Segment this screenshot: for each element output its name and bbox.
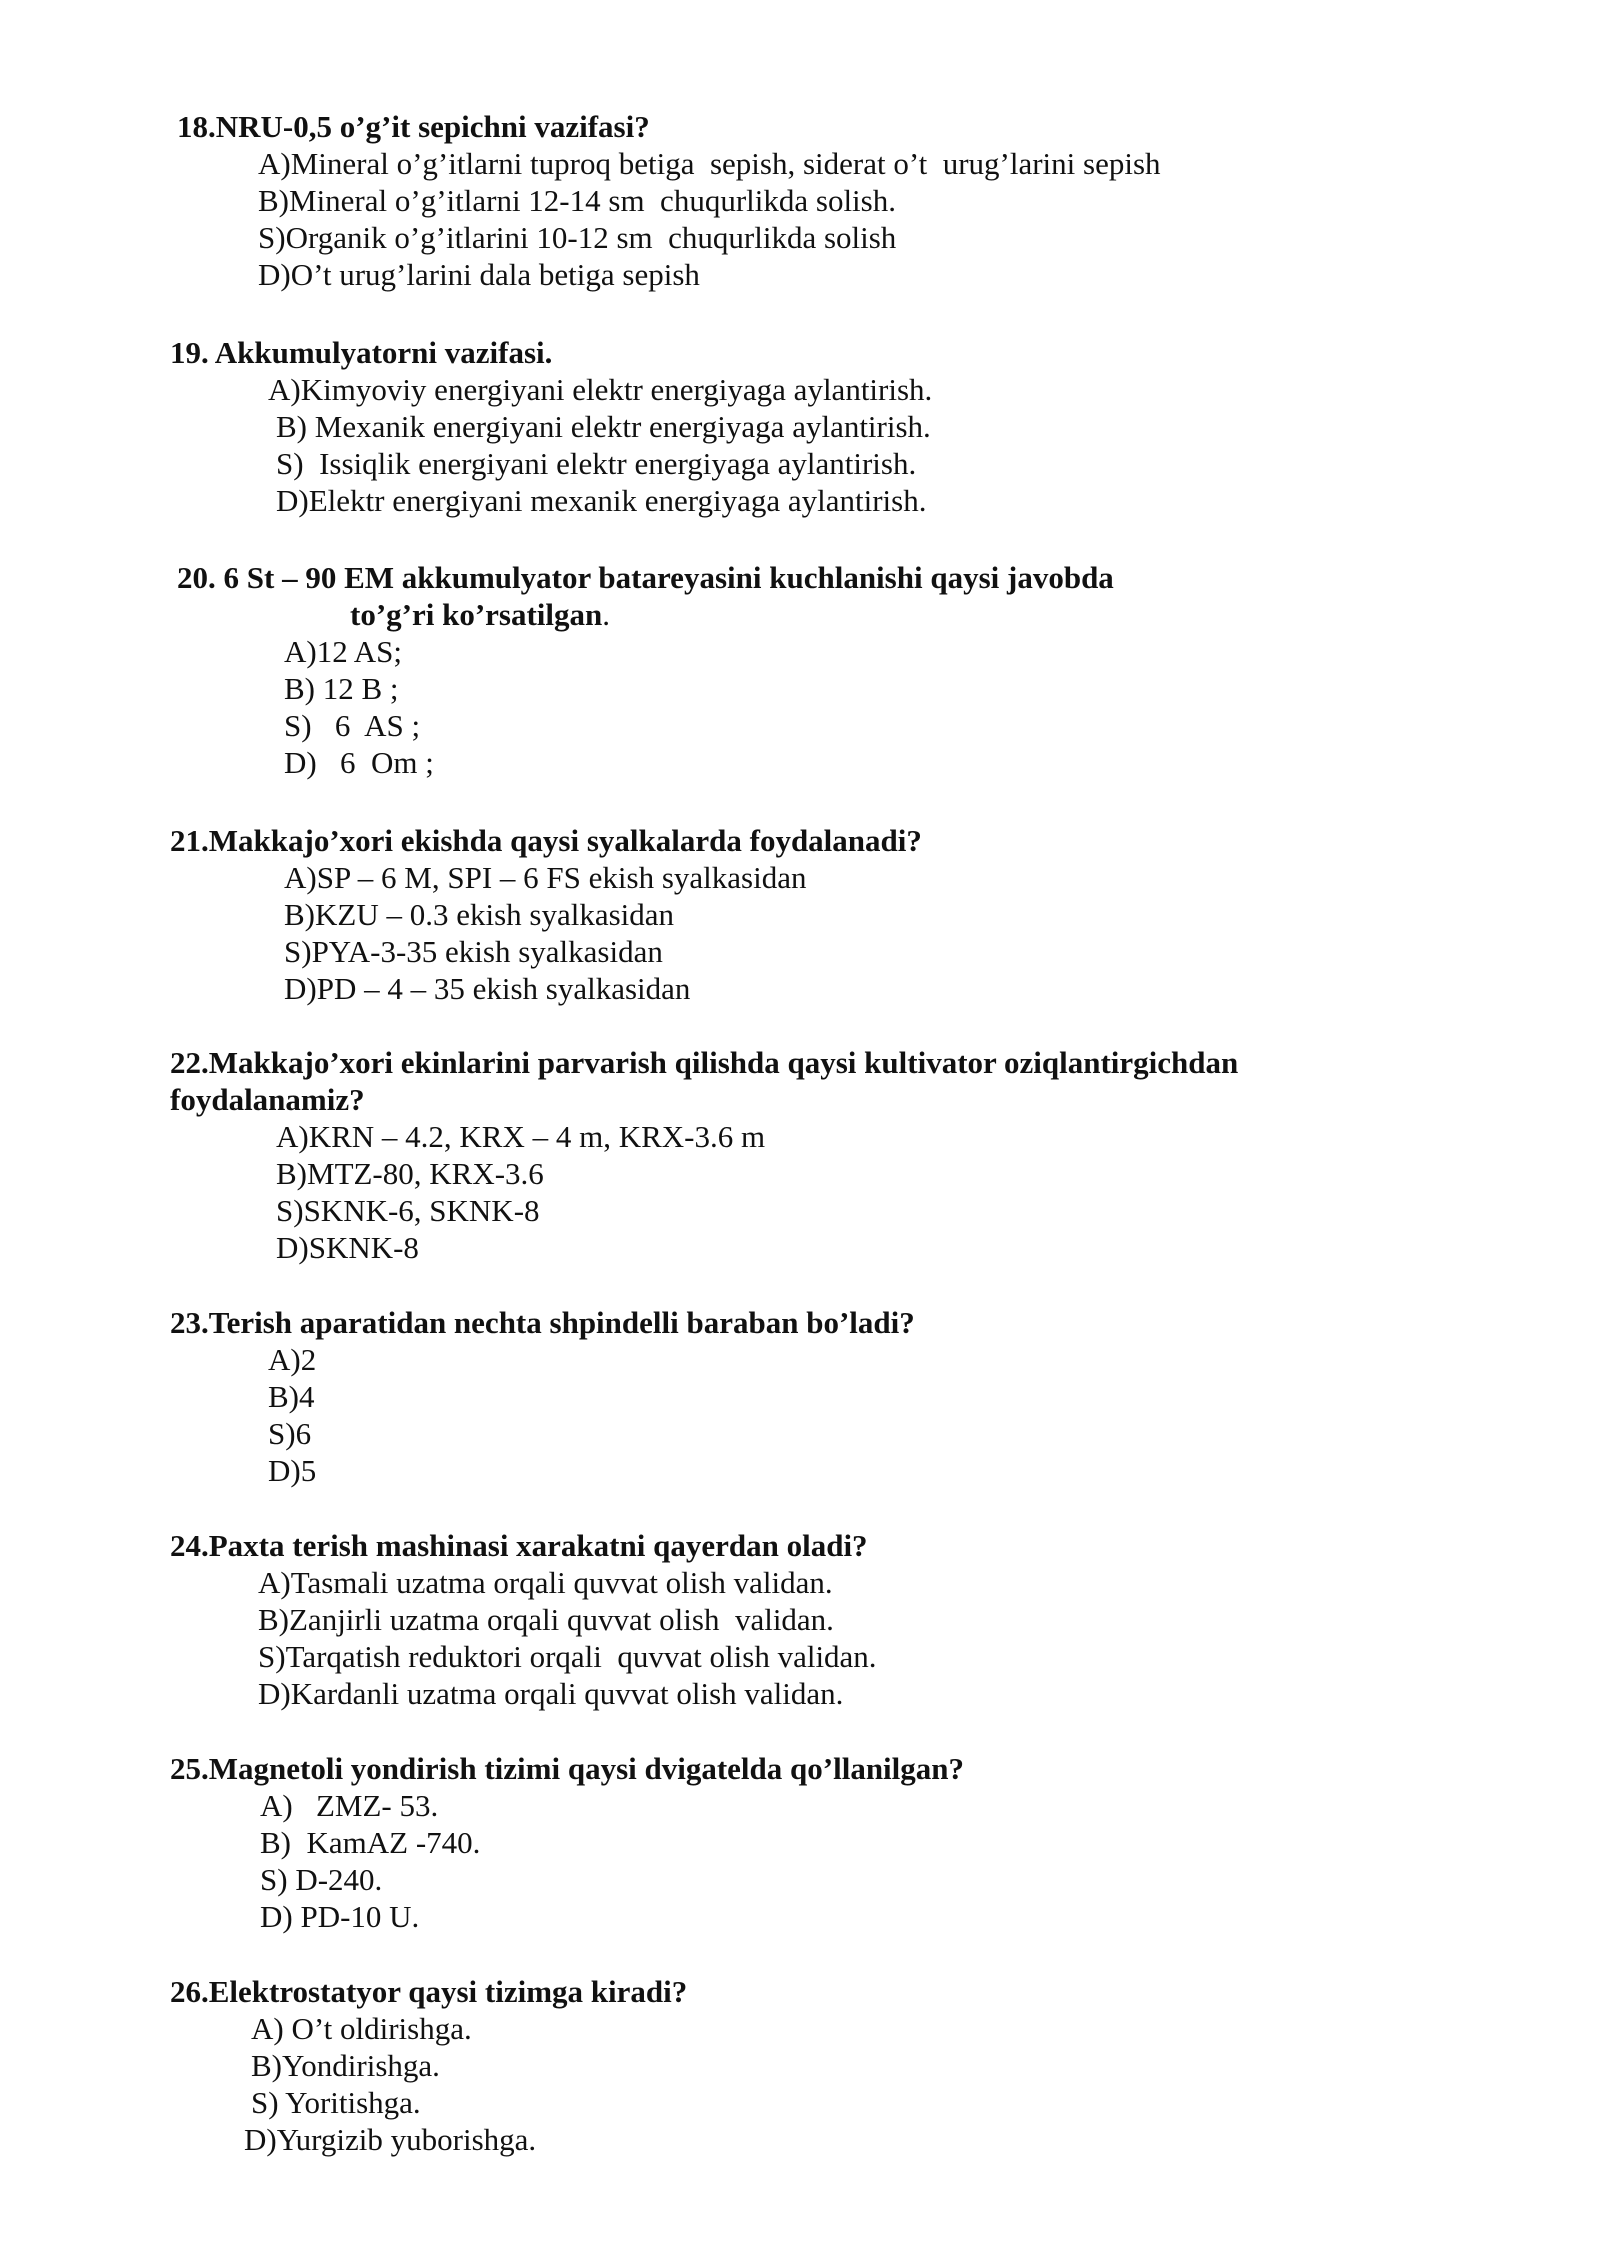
question-title-cont-tail: . [602, 597, 611, 632]
question-title-continued [350, 596, 610, 633]
option-b: B)Mineral o’g’itlarni 12-14 sm chuqurlikda solish. [258, 183, 896, 218]
option-a: A)Kimyoviy energiyani elektr energiyaga aylantirish. [268, 372, 933, 407]
option-a: A)2 [268, 1342, 317, 1377]
option-d: D) 6 Om ; [284, 745, 434, 780]
option-a: A) ZMZ- 53. [260, 1788, 439, 1823]
question-title: 18.NRU-0,5 o’g’it sepichni vazifasi? [177, 109, 650, 144]
option-s: S)Organik o’g’itlarini 10-12 sm chuqurlikda solish [258, 220, 897, 255]
question-title: 19. Akkumulyatorni vazifasi. [170, 335, 553, 370]
question-title-cont-text: to’g’ri ko’rsatilgan [350, 597, 603, 632]
option-d: D)O’t urug’larini dala betiga sepish [258, 257, 700, 292]
option-b: B)MTZ-80, KRX-3.6 [276, 1156, 544, 1191]
option-a: A)12 AS; [284, 634, 402, 669]
option-s: S) D-240. [260, 1862, 383, 1897]
option-b: B)KZU – 0.3 ekish syalkasidan [284, 897, 675, 932]
option-s: S)PYA-3-35 ekish syalkasidan [284, 934, 663, 969]
option-b: B) Mexanik energiyani elektr energiyaga aylantirish. [276, 409, 931, 444]
option-s: S) Issiqlik energiyani elektr energiyaga aylantirish. [276, 446, 917, 481]
question-title: 24.Paxta terish mashinasi xarakatni qayerdan oladi? [170, 1528, 868, 1563]
question-title: 22.Makkajo’xori ekinlarini parvarish qilishda qaysi kultivator oziqlantirgichdan [170, 1045, 1239, 1080]
option-a: A)Mineral o’g’itlarni tuproq betiga sepish, siderat o’t urug’larini sepish [258, 146, 1161, 181]
option-b: B) KamAZ -740. [260, 1825, 481, 1860]
option-a: A) O’t oldirishga. [251, 2011, 472, 2046]
option-b: B) 12 B ; [284, 671, 399, 706]
option-d: D)Kardanli uzatma orqali quvvat olish validan. [258, 1676, 844, 1711]
option-s: S)Tarqatish reduktori orqali quvvat olish validan. [258, 1639, 877, 1674]
option-s: S) 6 AS ; [284, 708, 421, 743]
option-d: D) PD-10 U. [260, 1899, 420, 1934]
option-d: D)5 [268, 1453, 317, 1488]
question-title: 23.Terish aparatidan nechta shpindelli baraban bo’ladi? [170, 1305, 915, 1340]
question-title: 25.Magnetoli yondirish tizimi qaysi dvigatelda qo’llanilgan? [170, 1751, 965, 1786]
question-title: 21.Makkajo’xori ekishda qaysi syalkalarda foydalanadi? [170, 823, 922, 858]
option-s: S)6 [268, 1416, 312, 1451]
option-d: D)Elektr energiyani mexanik energiyaga aylantirish. [276, 483, 927, 518]
option-a: A)SP – 6 M, SPI – 6 FS ekish syalkasidan [284, 860, 807, 895]
option-s: S)SKNK-6, SKNK-8 [276, 1193, 540, 1228]
option-a: A)KRN – 4.2, KRX – 4 m, KRX-3.6 m [276, 1119, 766, 1154]
question-title: 20. 6 St – 90 EM akkumulyator batareyasini kuchlanishi qaysi javobda [177, 560, 1114, 595]
option-s: S) Yoritishga. [251, 2085, 421, 2120]
option-b: B)4 [268, 1379, 315, 1414]
question-title-continued: foydalanamiz? [170, 1082, 365, 1117]
option-a: A)Tasmali uzatma orqali quvvat olish validan. [258, 1565, 833, 1600]
option-b: B)Zanjirli uzatma orqali quvvat olish validan. [258, 1602, 834, 1637]
option-d: D)SKNK-8 [276, 1230, 419, 1265]
option-d: D)PD – 4 – 35 ekish syalkasidan [284, 971, 691, 1006]
option-d: D)Yurgizib yuborishga. [244, 2122, 537, 2157]
question-title: 26.Elektrostatyor qaysi tizimga kiradi? [170, 1974, 688, 2009]
option-b: B)Yondirishga. [251, 2048, 440, 2083]
